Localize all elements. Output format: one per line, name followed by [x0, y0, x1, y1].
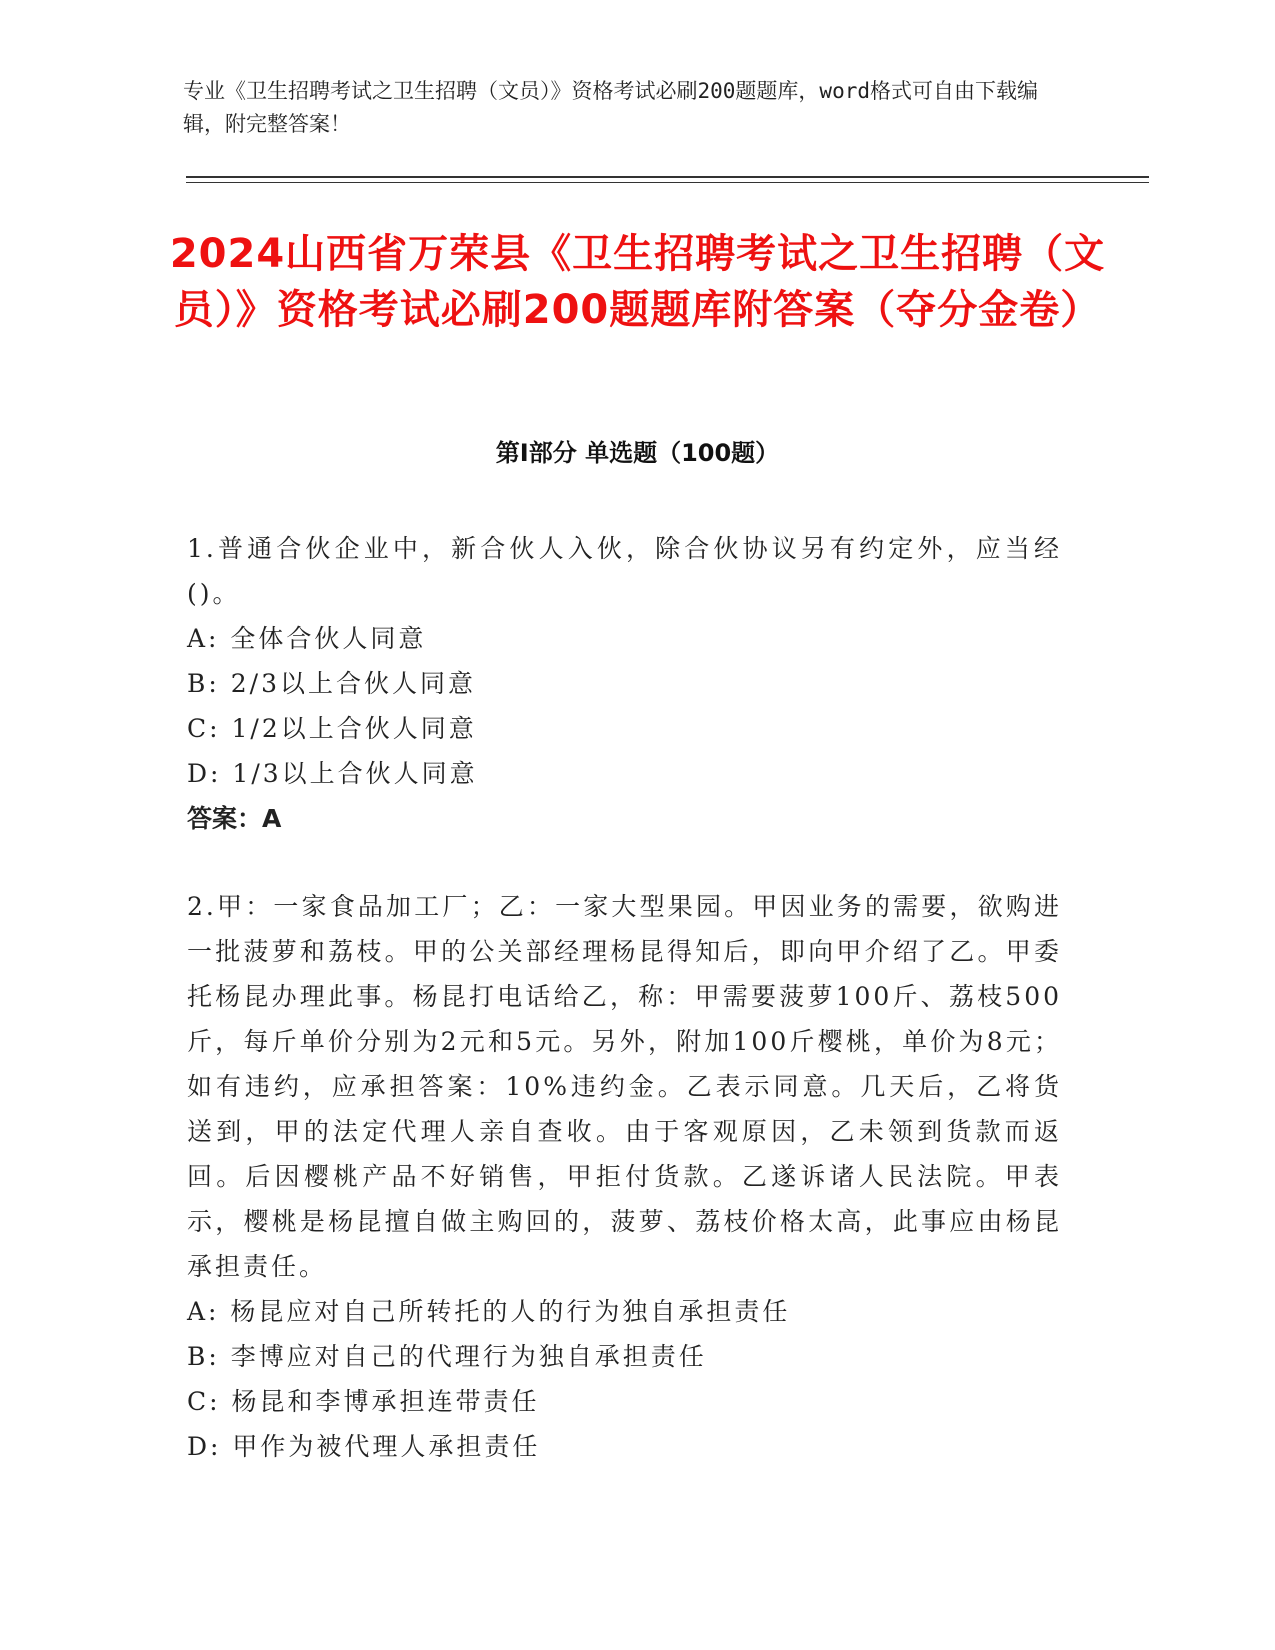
option-c: C: 杨昆和李博承担连带责任: [187, 1387, 540, 1416]
option-c: C: 1/2以上合伙人同意: [187, 714, 477, 743]
question-stem: 1.普通合伙企业中，新合伙人入伙，除合伙协议另有约定外，应当经()。: [187, 534, 1062, 608]
answer: 答案：A: [187, 804, 282, 833]
question-spacer: [187, 841, 1062, 884]
document-title: 2024山西省万荣县《卫生招聘考试之卫生招聘（文员）》资格考试必刷200题题库附答案（夺分金卷）: [169, 231, 1106, 333]
option-a: A: 全体合伙人同意: [187, 624, 427, 653]
question-2: [187, 884, 1062, 1469]
option-d: D: 甲作为被代理人承担责任: [187, 1432, 541, 1461]
header-rule-thick: [186, 176, 1149, 178]
header-note: 专业《卫生招聘考试之卫生招聘（文员）》资格考试必刷200题题库，word格式可自由下载编辑，附完整答案！: [183, 79, 1038, 136]
option-b: B: 李博应对自己的代理行为独自承担责任: [187, 1342, 707, 1371]
question-list: [187, 526, 1062, 1469]
header-rule-thin: [186, 182, 1149, 183]
option-a: A: 杨昆应对自己所转托的人的行为独自承担责任: [187, 1297, 791, 1326]
question-1: [187, 526, 1062, 841]
section-title: 第I部分 单选题（100题）: [495, 439, 780, 467]
option-b: B: 2/3以上合伙人同意: [187, 669, 476, 698]
question-stem: 2.甲：一家食品加工厂；乙：一家大型果园。甲因业务的需要，欲购进一批菠萝和荔枝。甲的公关部经理杨昆得知后，即向甲介绍了乙。甲委托杨昆办理此事。杨昆打电话给乙，称：甲需要菠萝100斤、荔枝500斤，每斤单价分别为2元和5元。另外，附加100斤樱桃，单价为8元；如有违约，应承担答案：10%违约金。乙表示同意。几天后，乙将货送到，甲的法定代理人亲自查收。由于客观原因，乙未领到货款而返回。后因樱桃产品不好销售，甲拒付货款。乙遂诉诸人民法院。甲表示，樱桃是杨昆擅自做主购回的，菠萝、荔枝价格太高，此事应由杨昆承担责任。: [187, 892, 1062, 1281]
option-d: D: 1/3以上合伙人同意: [187, 759, 478, 788]
